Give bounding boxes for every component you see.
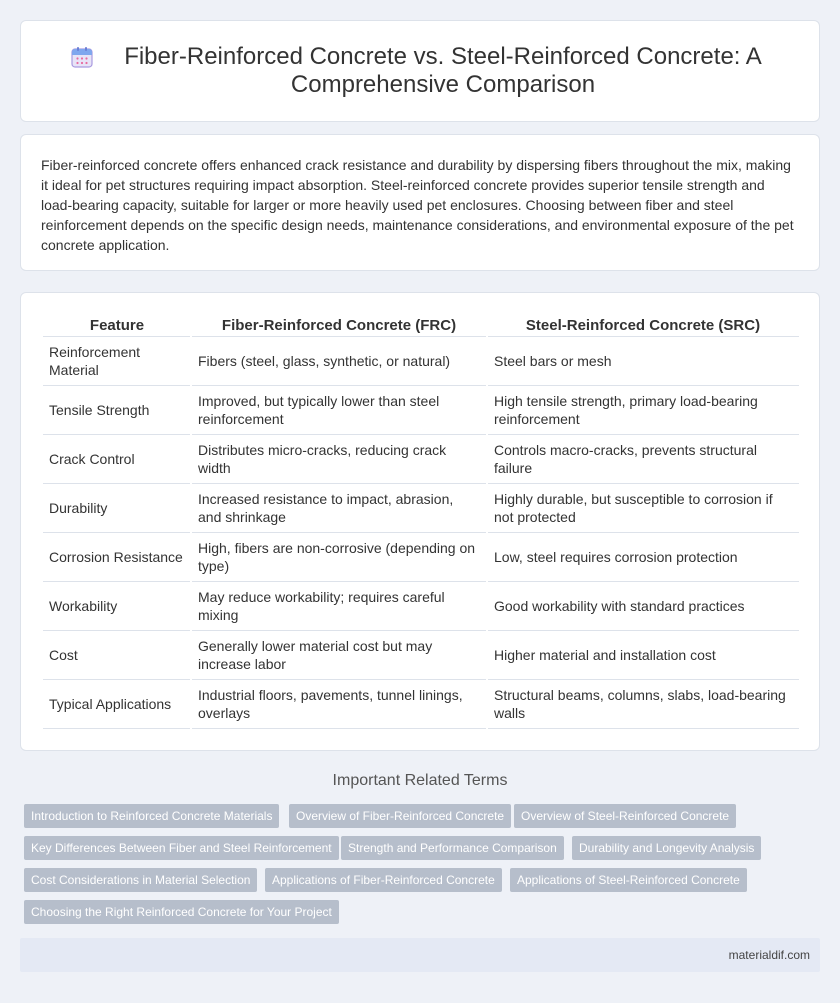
feature-cell: Crack Control bbox=[43, 434, 191, 483]
feature-cell: Tensile Strength bbox=[43, 385, 191, 434]
src-cell: Higher material and installation cost bbox=[487, 630, 799, 679]
src-cell: Low, steel requires corrosion protection bbox=[487, 532, 799, 581]
related-term-tag[interactable]: Applications of Steel-Reinforced Concrete bbox=[510, 868, 747, 892]
src-cell: Controls macro-cracks, prevents structural failure bbox=[487, 434, 799, 483]
related-term-tag[interactable]: Durability and Longevity Analysis bbox=[572, 836, 761, 860]
comparison-table-card bbox=[20, 292, 820, 751]
column-header-feature: Feature bbox=[43, 315, 191, 336]
calendar-icon bbox=[70, 45, 94, 69]
related-terms-title: Important Related Terms bbox=[332, 772, 508, 789]
related-term-tag[interactable]: Overview of Steel-Reinforced Concrete bbox=[514, 804, 736, 828]
frc-cell: High, fibers are non-corrosive (depending on type) bbox=[191, 532, 487, 581]
table-row bbox=[43, 385, 799, 434]
src-cell: Steel bars or mesh bbox=[487, 336, 799, 385]
table-row bbox=[43, 679, 799, 728]
footer bbox=[20, 938, 820, 972]
table-header-row bbox=[43, 315, 799, 336]
feature-cell: Workability bbox=[43, 581, 191, 630]
frc-cell: Improved, but typically lower than steel reinforcement bbox=[191, 385, 487, 434]
related-term-tag[interactable]: Applications of Fiber-Reinforced Concrete bbox=[265, 868, 502, 892]
header-card bbox=[20, 20, 820, 122]
frc-cell: Distributes micro-cracks, reducing crack width bbox=[191, 434, 487, 483]
src-cell: Good workability with standard practices bbox=[487, 581, 799, 630]
feature-cell: Cost bbox=[43, 630, 191, 679]
related-term-tag[interactable]: Cost Considerations in Material Selection bbox=[24, 868, 257, 892]
table-row bbox=[43, 483, 799, 532]
frc-cell: Generally lower material cost but may increase labor bbox=[191, 630, 487, 679]
feature-cell: Corrosion Resistance bbox=[43, 532, 191, 581]
feature-cell: Typical Applications bbox=[43, 679, 191, 728]
page-title: Fiber-Reinforced Concrete vs. Steel-Reinforced Concrete: A Comprehensive Comparison bbox=[124, 43, 762, 98]
related-term-tag[interactable]: Overview of Fiber-Reinforced Concrete bbox=[289, 804, 511, 828]
footer-site-link[interactable]: materialdif.com bbox=[728, 948, 810, 962]
related-term-tag[interactable]: Introduction to Reinforced Concrete Materials bbox=[24, 804, 279, 828]
feature-cell: Durability bbox=[43, 483, 191, 532]
frc-cell: Fibers (steel, glass, synthetic, or natural) bbox=[191, 336, 487, 385]
src-cell: Highly durable, but susceptible to corrosion if not protected bbox=[487, 483, 799, 532]
frc-cell: May reduce workability; requires careful mixing bbox=[191, 581, 487, 630]
column-header-src: Steel-Reinforced Concrete (SRC) bbox=[487, 315, 799, 336]
table-row bbox=[43, 581, 799, 630]
related-term-tag[interactable]: Key Differences Between Fiber and Steel Reinforcement bbox=[24, 836, 339, 860]
src-cell: Structural beams, columns, slabs, load-bearing walls bbox=[487, 679, 799, 728]
table-row bbox=[43, 434, 799, 483]
src-cell: High tensile strength, primary load-bearing reinforcement bbox=[487, 385, 799, 434]
related-term-tag[interactable]: Strength and Performance Comparison bbox=[341, 836, 564, 860]
intro-card bbox=[20, 134, 820, 271]
table-row bbox=[43, 336, 799, 385]
column-header-frc: Fiber-Reinforced Concrete (FRC) bbox=[191, 315, 487, 336]
frc-cell: Increased resistance to impact, abrasion, and shrinkage bbox=[191, 483, 487, 532]
intro-text: Fiber-reinforced concrete offers enhanced crack resistance and durability by dispersing fibers throughout the mix, making it ideal for pet structures requiring impact absorption. Steel-reinforced concrete provides superior tensile strength and load-bearing capacity, suitable for larger or more heavily used pet enclosures. Choosing between fiber and steel reinforcement depends on the specific design needs, maintenance considerations, and environmental exposure of the pet concrete application. bbox=[41, 157, 794, 253]
frc-cell: Industrial floors, pavements, tunnel linings, overlays bbox=[191, 679, 487, 728]
feature-cell: Reinforcement Material bbox=[43, 336, 191, 385]
table-row bbox=[43, 630, 799, 679]
table-row bbox=[43, 532, 799, 581]
related-term-tag[interactable]: Choosing the Right Reinforced Concrete for Your Project bbox=[24, 900, 339, 924]
comparison-table bbox=[43, 315, 799, 729]
